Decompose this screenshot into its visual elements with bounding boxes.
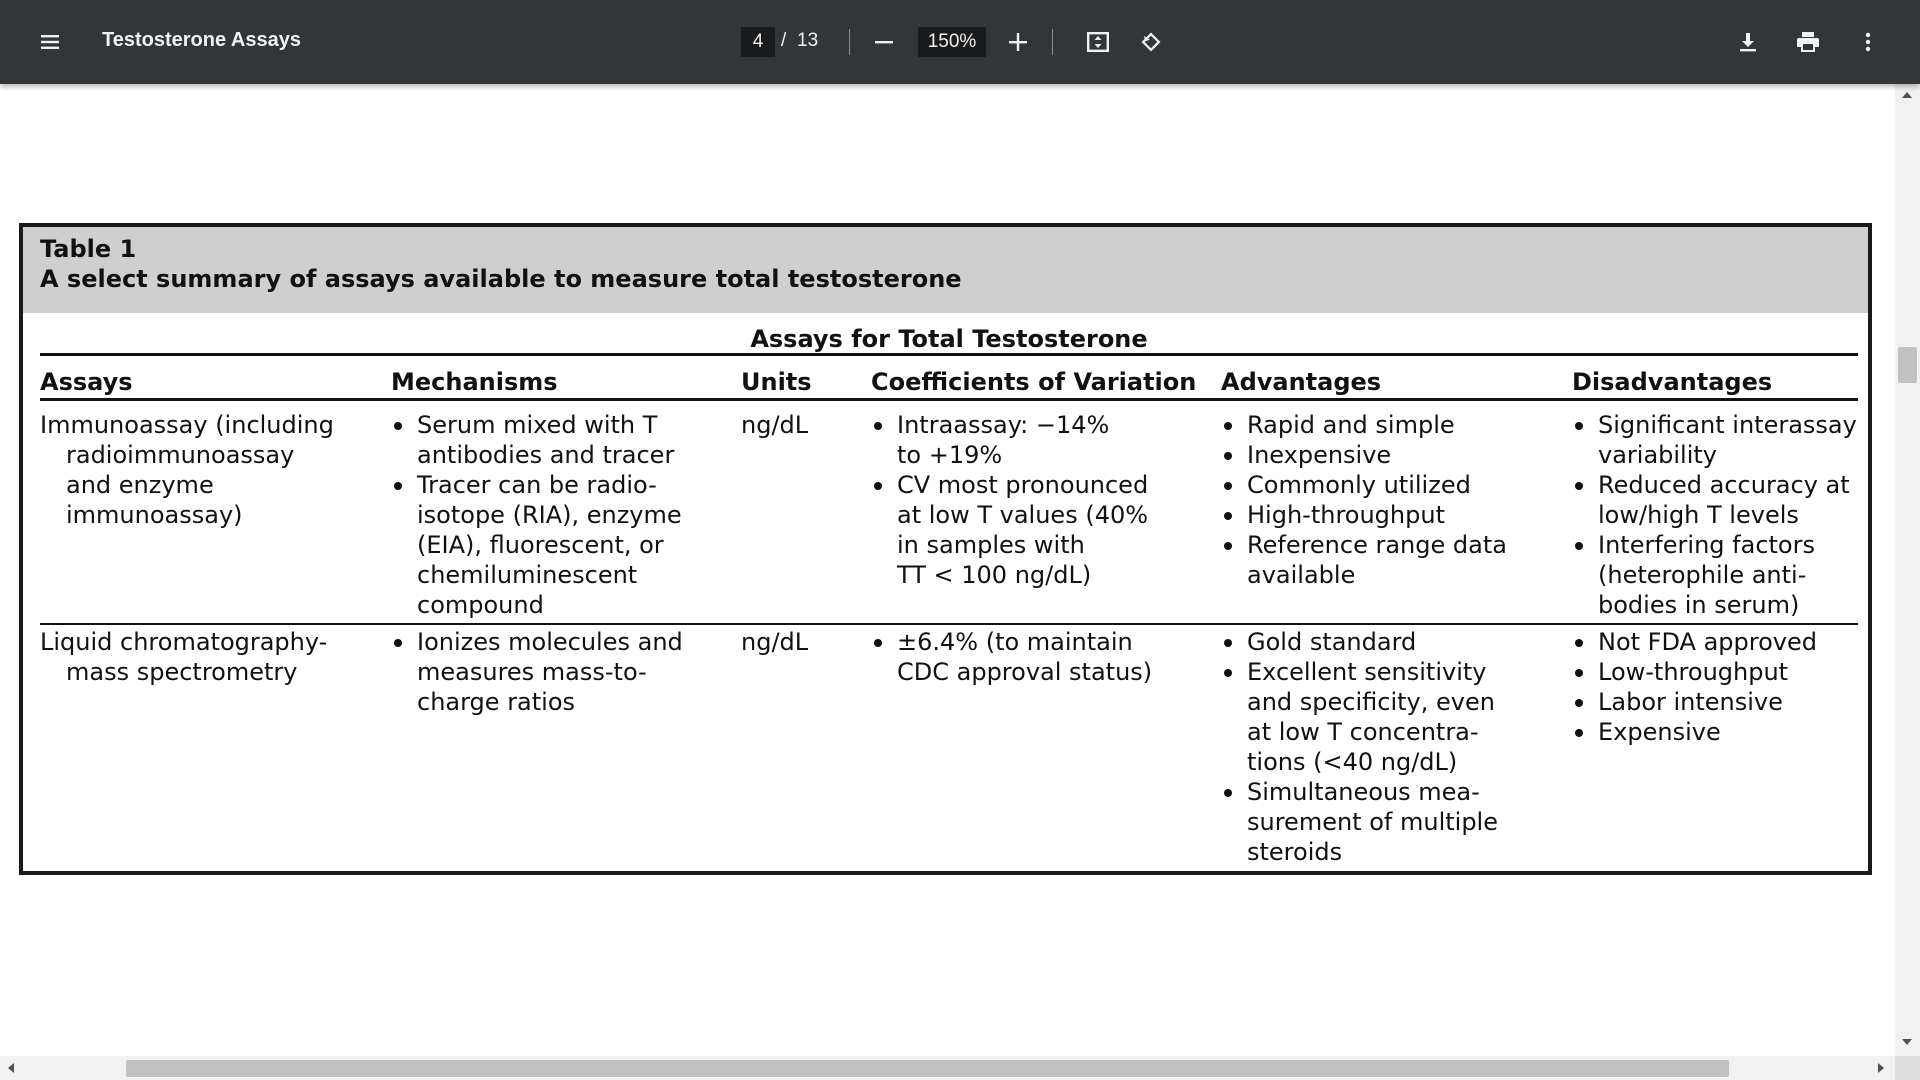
list-item (391, 627, 683, 717)
zoom-level-input[interactable] (918, 27, 986, 57)
list-item (1221, 500, 1507, 530)
table-cell-advantages (1221, 627, 1498, 867)
cell-line: (heterophile anti- (1598, 561, 1807, 589)
list-item (1572, 717, 1817, 747)
rotate-button[interactable] (1127, 18, 1175, 66)
table-rule (40, 398, 1858, 401)
cell-line: at low T values (40% (897, 501, 1149, 529)
table-1 (19, 223, 1872, 875)
list-item (1221, 657, 1498, 777)
list-item (1572, 470, 1857, 530)
zoom-in-button[interactable] (994, 18, 1042, 66)
page-number-input[interactable] (741, 27, 775, 57)
cell-line: tions (<40 ng/dL) (1247, 748, 1458, 776)
table-cell-disadvantages (1572, 410, 1857, 620)
list-item (1572, 627, 1817, 657)
page-total: 13 (797, 30, 819, 51)
scroll-right-arrow-icon[interactable] (1878, 1063, 1884, 1073)
cell-line: steroids (1247, 838, 1343, 866)
column-header-mechanisms: Mechanisms (391, 368, 558, 396)
cell-line: Serum mixed with T (417, 411, 658, 439)
cell-line: and specificity, even (1247, 688, 1495, 716)
cell-line: low/high T levels (1598, 501, 1799, 529)
cell-line: chemiluminescent (417, 561, 638, 589)
cell-line: mass spectrometry (66, 658, 298, 686)
table-cell-advantages (1221, 410, 1507, 590)
list-item (391, 410, 682, 470)
cell-line: Immunoassay (including (40, 411, 334, 439)
scrollbar-corner (1895, 1056, 1920, 1080)
list-item (391, 470, 682, 620)
list-item (1572, 410, 1857, 470)
scroll-up-arrow-icon[interactable] (1902, 92, 1912, 98)
list-item (1221, 470, 1507, 500)
table-cell-disadvantages (1572, 627, 1817, 747)
cell-line: at low T concentra- (1247, 718, 1479, 746)
cell-line: bodies in serum) (1598, 591, 1800, 619)
cell-line: Reference range data (1247, 531, 1507, 559)
cell-line: isotope (RIA), enzyme (417, 501, 682, 529)
cell-line: measures mass-to- (417, 658, 647, 686)
cell-line: ±6.4% (to maintain (897, 628, 1133, 656)
more-options-button[interactable] (1844, 18, 1892, 66)
scroll-left-arrow-icon[interactable] (8, 1063, 14, 1073)
list-item (1572, 530, 1857, 620)
column-header-cv: Coefficients of Variation (871, 368, 1197, 396)
cell-line: (EIA), fluorescent, or (417, 531, 664, 559)
list-item (871, 627, 1152, 687)
pdf-toolbar (0, 0, 1920, 84)
table-cell-mechanisms (391, 410, 682, 620)
cell-line: CV most pronounced (897, 471, 1149, 499)
table-cell-cv (871, 410, 1148, 590)
cell-line: Liquid chromatography- (40, 628, 328, 656)
toolbar-divider (849, 29, 850, 55)
cell-line: Significant interassay (1598, 411, 1857, 439)
cell-line: Interfering factors (1598, 531, 1815, 559)
cell-line: Labor intensive (1598, 688, 1783, 716)
cell-line: radioimmunoassay (66, 441, 295, 469)
table-cell-assay (40, 627, 327, 687)
list-item (1221, 777, 1498, 867)
list-item (1572, 687, 1817, 717)
document-title: Testosterone Assays (102, 29, 301, 51)
cell-line: Intraassay: −14% (897, 411, 1110, 439)
print-button[interactable] (1784, 18, 1832, 66)
download-button[interactable] (1724, 18, 1772, 66)
cell-line: Rapid and simple (1247, 411, 1455, 439)
cell-line: TT < 100 ng/dL) (897, 561, 1092, 589)
cell-line: Simultaneous mea- (1247, 778, 1480, 806)
hamburger-menu-icon[interactable] (26, 18, 74, 66)
table-rule (40, 623, 1858, 625)
column-header-assays: Assays (40, 368, 133, 396)
document-viewport[interactable] (0, 84, 1895, 1056)
cell-line: immunoassay) (66, 501, 243, 529)
cell-line: to +19% (897, 441, 1003, 469)
table-cell-cv (871, 627, 1152, 687)
list-item (871, 470, 1148, 590)
list-item (1221, 410, 1507, 440)
column-header-units: Units (741, 368, 812, 396)
column-header-advantages: Advantages (1221, 368, 1382, 396)
scroll-down-arrow-icon[interactable] (1902, 1039, 1912, 1045)
list-item (1572, 657, 1817, 687)
vertical-scroll-thumb[interactable] (1898, 347, 1917, 383)
cell-line: Tracer can be radio- (417, 471, 657, 499)
cell-line: Inexpensive (1247, 441, 1392, 469)
cell-line: variability (1598, 441, 1718, 469)
cell-line: CDC approval status) (897, 658, 1153, 686)
zoom-out-button[interactable] (860, 18, 908, 66)
cell-line: in samples with (897, 531, 1085, 559)
more-vertical-icon (1856, 30, 1880, 54)
toolbar-divider (1052, 29, 1053, 55)
cell-line: Expensive (1598, 718, 1721, 746)
cell-line: surement of multiple (1247, 808, 1498, 836)
rotate-counterclockwise-icon (1137, 28, 1165, 56)
cell-line: Not FDA approved (1598, 628, 1817, 656)
table-cell-assay (40, 410, 334, 530)
list-item (1221, 530, 1507, 590)
fit-to-page-icon (1084, 28, 1112, 56)
table-cell-units: ng/dL (741, 628, 809, 656)
page-separator: / (781, 30, 787, 51)
cell-line: Excellent sensitivity (1247, 658, 1487, 686)
cell-line: Reduced accuracy at (1598, 471, 1850, 499)
list-item (1221, 440, 1507, 470)
plus-icon (1007, 31, 1029, 53)
table-cell-units: ng/dL (741, 411, 809, 439)
list-item (871, 410, 1148, 470)
print-icon (1795, 29, 1821, 55)
column-header-disadvantages: Disadvantages (1572, 368, 1773, 396)
cell-line: Gold standard (1247, 628, 1417, 656)
minus-icon (873, 31, 895, 53)
cell-line: Low-throughput (1598, 658, 1789, 686)
horizontal-scroll-thumb[interactable] (126, 1060, 1729, 1077)
download-icon (1736, 30, 1760, 54)
cell-line: antibodies and tracer (417, 441, 675, 469)
list-item (1221, 627, 1498, 657)
cell-line: charge ratios (417, 688, 576, 716)
vertical-scrollbar[interactable] (1895, 84, 1920, 1056)
fit-to-page-button[interactable] (1074, 18, 1122, 66)
cell-line: Ionizes molecules and (417, 628, 683, 656)
table-rule (40, 353, 1858, 356)
cell-line: High-throughput (1247, 501, 1445, 529)
horizontal-scrollbar[interactable] (0, 1056, 1895, 1080)
cell-line: Commonly utilized (1247, 471, 1471, 499)
table-caption: A select summary of assays available to measure total testosterone (40, 265, 962, 293)
table-label: Table 1 (40, 235, 137, 263)
table-group-title: Assays for Total Testosterone (750, 325, 1148, 353)
table-cell-mechanisms (391, 627, 683, 717)
cell-line: compound (417, 591, 544, 619)
cell-line: and enzyme (66, 471, 214, 499)
cell-line: available (1247, 561, 1356, 589)
